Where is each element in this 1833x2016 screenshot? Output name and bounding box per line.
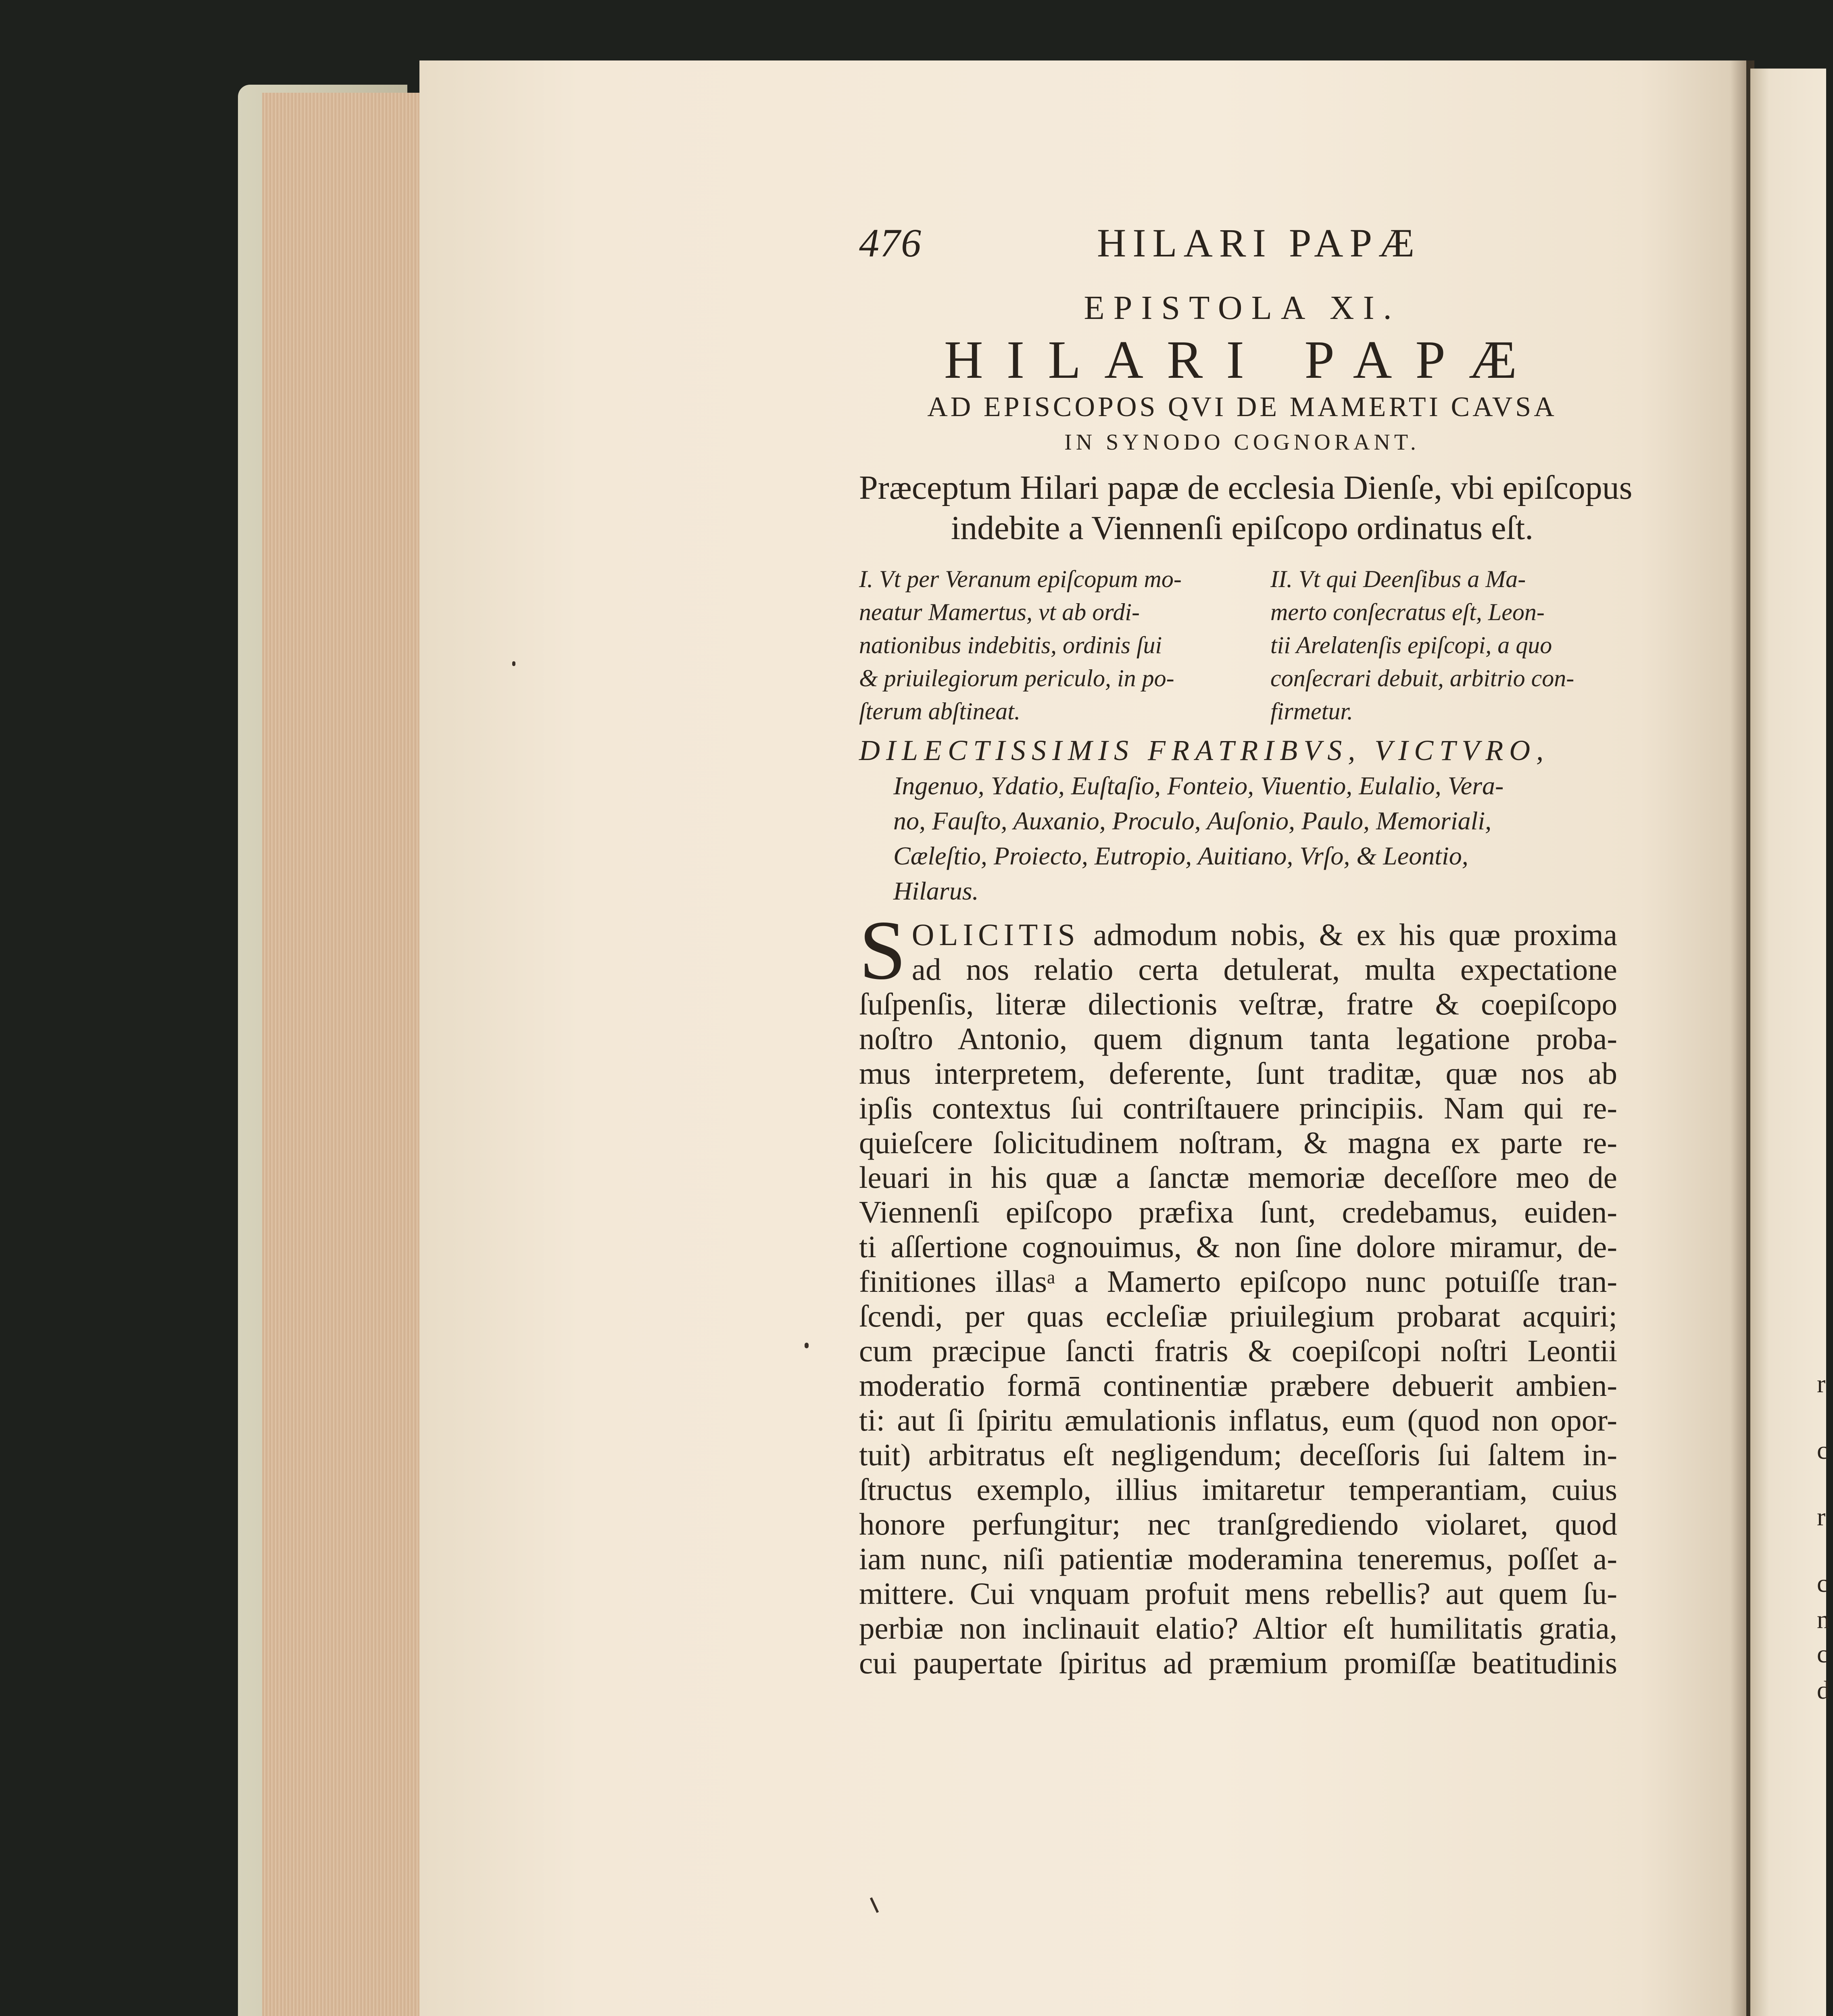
praeceptum-line: indebite a Viennenſi epiſcopo ordinatus eſt.: [951, 509, 1534, 547]
ink-speck: [805, 1343, 809, 1348]
summary-line: conſecrari debuit, arbitrio con-: [1270, 665, 1574, 691]
salutation-line: Hilarus.: [893, 877, 979, 905]
body-line: mittere. Cui vnquam profuit mens rebellis? aut quem ſu-: [859, 1576, 1617, 1611]
right-page-letter: d: [1817, 1676, 1830, 1704]
summary-line: II. Vt qui Deenſibus a Ma-: [1270, 566, 1526, 592]
body-line: ipſis contextus ſui contriſtauere principiis. Nam qui re-: [859, 1091, 1617, 1125]
body-line: ad nos relatio certa detulerat, multa expectatione: [911, 952, 1617, 987]
right-page-edge: [1750, 69, 1826, 2016]
salutation-line: no, Fauſto, Auxanio, Proculo, Auſonio, Paulo, Memoriali,: [893, 806, 1492, 835]
right-page-letter: n: [1817, 1605, 1830, 1634]
summary-line: nationibus indebitis, ordinis ſui: [859, 632, 1162, 658]
body-line: ſcendi, per quas eccleſiæ priuilegium probarat acquiri;: [859, 1299, 1617, 1333]
summary-line: tii Arelatenſis epiſcopi, a quo: [1270, 632, 1552, 658]
page-number: 476: [859, 221, 922, 265]
first-line-text: admodum nobis, & ex his quæ proxima: [1093, 917, 1618, 952]
addressees-line-1: AD EPISCOPOS QVI DE MAMERTI CAVSA: [927, 392, 1557, 423]
right-page-letter: c: [1817, 1639, 1829, 1668]
summary-left: [859, 562, 1214, 728]
praeceptum: [859, 468, 1633, 548]
body-line: iam nunc, niſi patientiæ moderamina teneremus, poſſet a-: [859, 1541, 1617, 1576]
salutation-line: Cæleſtio, Proiecto, Eutropio, Auitiano, Vrſo, & Leontio,: [893, 841, 1468, 870]
body-line: ſtructus exemplo, illius imitaretur temperantiam, cuius: [859, 1472, 1617, 1507]
letter-body: [859, 904, 1618, 1680]
salutation-names: [893, 768, 1619, 908]
summary-line: & priuilegiorum periculo, in po-: [859, 665, 1174, 691]
author-heading: HILARI PAPÆ: [944, 330, 1541, 389]
body-line: perbiæ non inclinauit elatio? Altior eſt humilitatis gratia,: [859, 1611, 1617, 1645]
summary-line: I. Vt per Veranum epiſcopum mo-: [859, 566, 1182, 592]
body-line: moderatio formā continentiæ præbere debuerit ambien-: [859, 1368, 1617, 1403]
body-line: tuit) arbitratus eſt negligendum; deceſſoris ſui ſaltem in-: [859, 1437, 1617, 1472]
body-line: leuari in his quæ a ſanctæ memoriæ deceſſore meo de: [859, 1160, 1617, 1195]
page-block-edges: [262, 93, 423, 2016]
body-line: noſtro Antonio, quem dignum tanta legatione proba-: [859, 1021, 1617, 1056]
body-line: cum præcipue ſancti fratris & coepiſcopi noſtri Leontii: [859, 1333, 1617, 1368]
body-line: ti: aut ſi ſpiritu æmulationis inflatus, eum (quod non opor-: [859, 1403, 1617, 1437]
drop-cap: S: [859, 904, 906, 997]
body-line: ſuſpenſis, literæ dilectionis veſtræ, fratre & coepiſcopo: [859, 987, 1617, 1021]
praeceptum-line: Præceptum Hilari papæ de ecclesia Dienſe, vbi epiſcopus: [859, 469, 1633, 506]
body-line: finitiones illasᵃ a Mamerto epiſcopo nunc potuiſſe tran-: [859, 1264, 1617, 1299]
running-head: HILARI PAPÆ: [1097, 221, 1421, 265]
right-page-letter: r: [1817, 1369, 1826, 1398]
summary-line: neatur Mamertus, vt ab ordi-: [859, 599, 1140, 625]
summary-line: firmetur.: [1270, 698, 1353, 725]
body-line: mus interpretem, deferente, ſunt traditæ, quæ nos ab: [859, 1056, 1617, 1091]
body-line: Viennenſi epiſcopo præfixa ſunt, credebamus, euiden-: [859, 1195, 1617, 1229]
summary-line: merto conſecratus eſt, Leon-: [1270, 599, 1545, 625]
addressees-line-2: IN SYNODO COGNORANT.: [1064, 430, 1420, 455]
body-line: honore perfungitur; nec tranſgrediendo violaret, quod: [859, 1507, 1617, 1541]
body-line: quieſcere ſolicitudinem noſtram, & magna ex parte re-: [859, 1125, 1617, 1160]
epistola-heading: EPISTOLA XI.: [1084, 289, 1401, 327]
right-page-letter: c: [1817, 1569, 1829, 1597]
salutation-heading: DILECTISSIMIS FRATRIBVS, VICTVRO,: [859, 734, 1550, 766]
right-page-letter: r: [1817, 1502, 1826, 1531]
body-line: [859, 917, 1617, 952]
summary-line: ſterum abſtineat.: [859, 698, 1020, 725]
salutation-line: Ingenuo, Ydatio, Euſtaſio, Fonteio, Viuentio, Eulalio, Vera-: [893, 771, 1504, 800]
summary-right: [1270, 562, 1625, 728]
body-line: ti aſſertione cognouimus, & non ſine dolore miramur, de-: [859, 1229, 1617, 1264]
body-line: cui paupertate ſpiritus ad præmium promiſſæ beatitudinis: [859, 1645, 1617, 1680]
ink-speck: [512, 661, 515, 666]
first-word: OLICITIS: [911, 917, 1080, 952]
right-page-letter: c: [1817, 1436, 1829, 1464]
